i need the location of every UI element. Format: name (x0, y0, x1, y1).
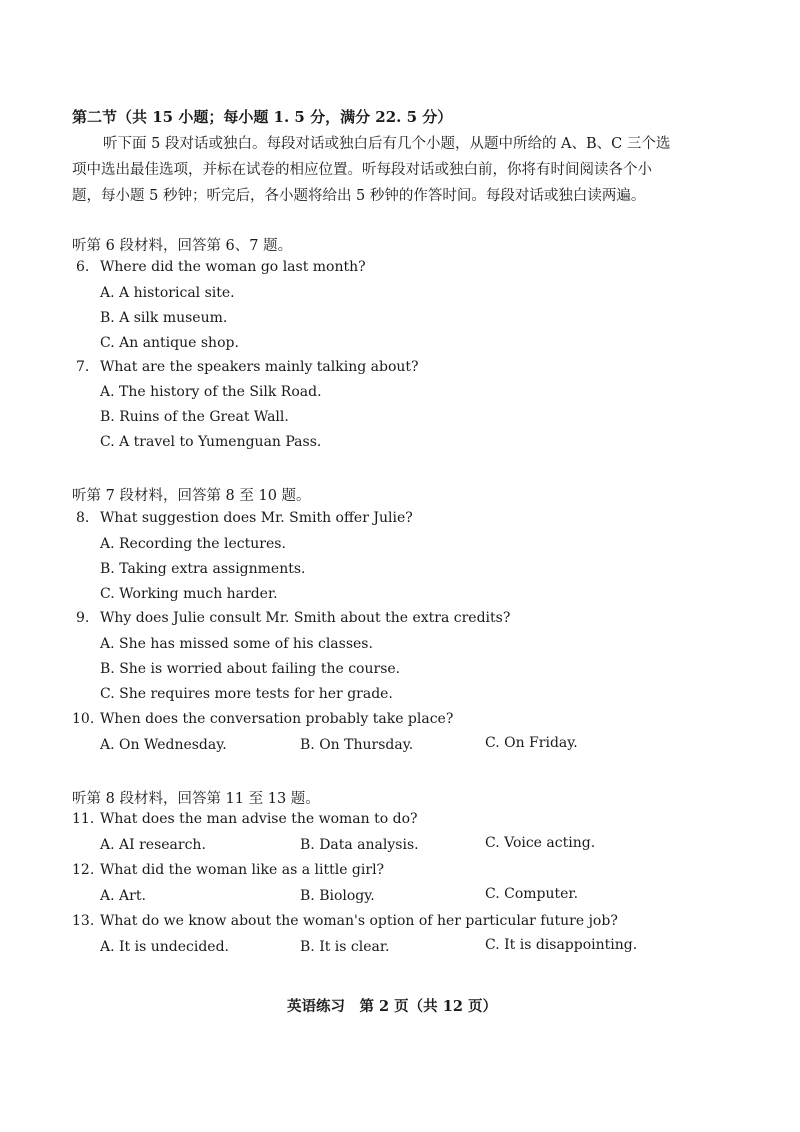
group-heading: 听第 6 段材料，回答第 6、7 题。 (72, 238, 293, 254)
instruction-line: 项中选出最佳选项，并标在试卷的相应位置。听每段对话或独白前，你将有时间阅读各个小 (72, 162, 652, 178)
option[interactable]: A. The history of the Silk Road. (100, 384, 322, 400)
option[interactable]: A. She has missed some of his classes. (100, 636, 373, 652)
page-footer: 英语练习 第 2 页（共 12 页） (287, 998, 497, 1015)
option[interactable]: A. A historical site. (100, 285, 235, 301)
option[interactable]: C. An antique shop. (100, 335, 239, 351)
option[interactable]: C. She requires more tests for her grade. (100, 686, 393, 702)
question-text: What did the woman like as a little girl? (100, 862, 385, 878)
question-text: What does the man advise the woman to do? (100, 811, 418, 827)
section-title: 第二节（共 15 小题；每小题 1. 5 分，满分 22. 5 分） (72, 108, 453, 126)
option[interactable]: C. Working much harder. (100, 586, 278, 602)
question-number: 6. (76, 259, 90, 275)
option[interactable]: A. On Wednesday. (100, 737, 227, 753)
option[interactable]: B. Ruins of the Great Wall. (100, 409, 289, 425)
question-number: 13. (72, 913, 95, 929)
option[interactable]: C. A travel to Yumenguan Pass. (100, 434, 322, 450)
option[interactable]: B. On Thursday. (300, 737, 414, 753)
question-text: When does the conversation probably take place? (100, 711, 454, 727)
question-text: Where did the woman go last month? (100, 259, 366, 275)
option[interactable]: A. Art. (100, 888, 146, 904)
option[interactable]: B. A silk museum. (100, 310, 228, 326)
option[interactable]: A. It is undecided. (100, 939, 229, 955)
group-heading: 听第 7 段材料，回答第 8 至 10 题。 (72, 488, 311, 504)
instruction-line: 听下面 5 段对话或独白。每段对话或独白后有几个小题，从题中所给的 A、B、C 三个选 (103, 136, 671, 152)
option[interactable]: C. On Friday. (485, 735, 578, 751)
option[interactable]: A. AI research. (100, 837, 206, 853)
option[interactable]: B. She is worried about failing the course. (100, 661, 401, 677)
question-number: 9. (76, 610, 90, 626)
question-text: What do we know about the woman's option of her particular future job? (100, 913, 618, 929)
question-text: What suggestion does Mr. Smith offer Julie? (100, 510, 413, 526)
question-number: 12. (72, 862, 95, 878)
option[interactable]: C. It is disappointing. (485, 937, 638, 953)
group-heading: 听第 8 段材料，回答第 11 至 13 题。 (72, 791, 320, 807)
option[interactable]: B. Data analysis. (300, 837, 419, 853)
question-text: What are the speakers mainly talking about? (100, 359, 419, 375)
option[interactable]: C. Voice acting. (485, 835, 596, 851)
question-number: 7. (76, 359, 90, 375)
option[interactable]: B. It is clear. (300, 939, 390, 955)
option[interactable]: B. Taking extra assignments. (100, 561, 306, 577)
option[interactable]: C. Computer. (485, 886, 579, 902)
option[interactable]: A. Recording the lectures. (100, 536, 286, 552)
question-number: 8. (76, 510, 90, 526)
question-number: 11. (72, 811, 95, 827)
question-text: Why does Julie consult Mr. Smith about the extra credits? (100, 610, 511, 626)
option[interactable]: B. Biology. (300, 888, 375, 904)
instruction-line: 题，每小题 5 秒钟；听完后，各小题将给出 5 秒钟的作答时间。每段对话或独白读两遍。 (72, 188, 646, 204)
question-number: 10. (72, 711, 95, 727)
